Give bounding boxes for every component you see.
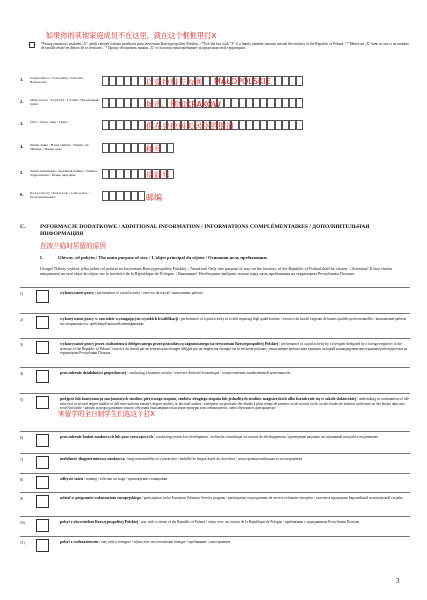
option-checkbox[interactable] — [36, 434, 49, 447]
option-checkbox[interactable] — [36, 341, 49, 354]
option-title: wykonywanie pracy w zawodzie wymagającym wysokich kwalifikacji — [60, 316, 179, 321]
field-overlay-hint: 城市，例如KRAKÓW — [146, 99, 221, 109]
option-number: 5) — [20, 398, 23, 402]
field-overlay-hint: 以克拉科夫为例 — [146, 77, 202, 87]
option-title: odbycie stażu — [60, 476, 83, 481]
section-c-title: INFORMACJE DODATKOWE / ADDITIONAL INFORMATION / INFORMATIONS COMPLÉMENTAIRES / ДОПОЛНИТЕЛЬНАЯ ИНФОРМАЦИЯ — [40, 224, 370, 237]
divider — [20, 473, 410, 474]
option-checkbox[interactable] — [36, 290, 49, 303]
option-checkbox[interactable] — [36, 396, 49, 409]
option-translations: / performance of a paid activity by a foreigner delegated by a foreign employer to the territory of the Republic of Poland / exercice du travail par un ressortissant étranger délégué par un employeur étranger sur le territoire polonais / выполнение работы иностранцем, который командирован иностранным работодателем на территорию Республики Польша — [60, 342, 408, 355]
field-overlay-hint: 你在克拉科夫居住的街道 — [146, 121, 234, 131]
option-text — [60, 457, 410, 462]
option-number: 1) — [20, 292, 23, 296]
option-number: 9) — [20, 497, 23, 501]
field-input-boxes[interactable] — [102, 143, 174, 153]
option-text — [60, 317, 410, 326]
field-number: 6. — [20, 192, 24, 197]
option-checkbox[interactable] — [36, 476, 49, 489]
option-text — [60, 477, 410, 482]
main-purpose-title: Główny cel pobytu / The main purpose of stay / L'objet principal du séjour / Основная цель пребывания: — [58, 255, 268, 260]
option-translations: / stay with a foreigner / séjour avec un ressortissant étranger / пребывание с иностранцем — [98, 540, 231, 544]
option-text — [60, 371, 410, 376]
option-translations: / undertaking or continuation of full-time first or second degree studies or full-time uniform master's degree studies, or doctoral studies / entreprise ou poursuite des études à plein temps de premier ou de second cycle, ou des études de maîtrise uniformes ou des études dans une école doctorale / начало или продолжение очного обучения бакалавриата или магистратуры или специалитета, либо обучение в докторантуре — [60, 397, 410, 410]
field-label: Numer mieszkania / Apartment number / Numéro d'appartement / Номер квартиры — [30, 169, 98, 177]
field-number: 2. — [20, 99, 24, 104]
field-input-boxes[interactable] — [102, 191, 145, 201]
option-number: 6) — [20, 436, 23, 440]
field-label: Województwo / Voivodship / Voïvodie / Воеводство — [30, 76, 85, 84]
field-overlay-hint: 房间号 — [146, 170, 170, 180]
option-title: prowadzenie działalności gospodarczej — [60, 370, 127, 375]
family-outside-checkbox[interactable] — [29, 42, 35, 48]
divider — [20, 431, 410, 432]
divider — [20, 536, 410, 537]
field-number: 4. — [20, 144, 24, 149]
option-number: 7) — [20, 458, 23, 462]
divider — [20, 393, 410, 394]
option-text — [60, 520, 410, 525]
field-overlay-hint: 邮编 — [146, 192, 162, 202]
option-translations: / conducting a business activity / exercice d'activité économique / осуществление хозяйственной деятельности — [126, 371, 291, 375]
family-note-zh: 如果你的其他家庭成员不在这里，就在这个框框里打X — [46, 31, 217, 40]
option-title: pobyt z obywatelem Rzeczypospolitej Polskiej — [60, 519, 139, 524]
field-label: Ulica / Street / Rue / Улица — [30, 120, 68, 124]
option-title: mobilność długoterminowa naukowca — [60, 456, 125, 461]
option-number: 11) — [20, 541, 25, 545]
option-translations: / training / effectuer un stage / прохождение стажировки — [83, 477, 168, 481]
divider — [20, 313, 410, 314]
field-label: Miejscowość / Town/city / Localité / Населенный пункт — [30, 98, 99, 106]
warning-text: Uwaga! Należy wybrać tylko jeden cel pobytu na terytorium Rzeczypospolitej Polskiej. / Attention! Only one purpose of stay on the territory of the Republic of Poland shall be chosen. / Attention! Il faut choisir uniquement un seul objet du séjour sur le territoire de la République de Pologne. / Внимание! Необходимо выбрать только одну цель пребывания на территории Республики Польша. — [40, 266, 393, 277]
option-text — [60, 496, 410, 501]
section-c-letter: C. — [20, 224, 26, 230]
option-number: 2) — [20, 318, 23, 322]
field-overlay-hint: 楼号 — [146, 144, 162, 154]
field-label: Kod pocztowy / Postal code / Code postal / Почтовый индекс — [30, 191, 89, 199]
option-text — [60, 435, 410, 440]
field-number: 5. — [20, 170, 24, 175]
family-note-text: *Proszę zaznaczyć znakiem „X", jeżeli członek rodziny przebywa poza terytorium Rzeczypospolitej Polskiej. / *Tick the box with "X" if a family member remains outside the territory of the Republic of Poland. / * Mettez un „X" dans la case si un membre de famille réside en dehors de ce territoire. / * Прошу обозначить знаком „X" если член семьи пребывает за пределами этой территории. — [41, 42, 409, 51]
option-title: podjęcie lub kontynuacja stacjonarnych studiów pierwszego stopnia, studiów drugiego stopnia lub jednolitych studiów magisterskich albo kształcenie się w szkole doktorskiej — [60, 396, 357, 401]
section-c-overlay: 在波兰临时居留的原因 — [40, 242, 106, 250]
option-title: wykonywanie pracy — [60, 290, 95, 295]
field-label: Numer domu / House number / Numéro du bâtiment / Номер дома — [30, 143, 89, 151]
field-number: 1. — [20, 77, 24, 82]
option-checkbox[interactable] — [36, 495, 49, 508]
option-checkbox[interactable] — [36, 539, 49, 552]
student-overlay: 来留学的全日制学生们选这个打X — [58, 410, 155, 418]
divider — [20, 287, 410, 288]
option-translations: / long-term mobility of a researcher / mobilité de longue durée du chercheur / долгосрочная мобильность исследователя — [124, 457, 302, 461]
option-translations: / performance of a paid activity in a field requiring high qualifications / exercice du travail exigeant de hautes qualités professionnelles / выполнение работы по специальности, требующей высокой квалификации — [60, 317, 407, 326]
option-checkbox[interactable] — [36, 456, 49, 469]
field-number: 3. — [20, 121, 24, 126]
option-translations: / conducting research or development / recherche scientifique ou travaux de développement / проведение научных исследований или работ по развитию — [152, 435, 379, 439]
option-checkbox[interactable] — [36, 370, 49, 383]
divider — [20, 367, 410, 368]
option-title: wykonywanie pracy przez cudzoziemca delegowanego przez pracodawcę zagranicznego na terytorium Rzeczypospolitej Polskiej — [60, 341, 279, 346]
subsection-number: I. — [40, 255, 43, 260]
option-title: prowadzenie badań naukowych lub prac rozwojowych — [60, 434, 153, 439]
option-number: 3) — [20, 343, 23, 347]
option-number: 8) — [20, 478, 23, 482]
option-checkbox[interactable] — [36, 519, 49, 532]
divider — [20, 516, 410, 517]
option-checkbox[interactable] — [36, 316, 49, 329]
option-text — [60, 291, 410, 296]
divider — [20, 338, 410, 339]
divider — [20, 492, 410, 493]
option-text — [60, 342, 410, 356]
option-number: 10) — [20, 521, 25, 525]
page-number: 3 — [396, 577, 400, 585]
option-number: 4) — [20, 372, 23, 376]
field-input-boxes[interactable] — [102, 76, 303, 86]
divider — [20, 453, 410, 454]
option-translations: / participation in the European Voluntary Service program / participation au programme de service volontaire européen / участие в программе Европейской волонтерской службы — [140, 496, 403, 500]
option-title: pobyt z cudzoziemcem — [60, 539, 99, 544]
option-text — [60, 540, 410, 545]
option-translations: / performance of a paid activity / exercice du travail / выполнение работы — [94, 291, 203, 295]
option-title: udział w programie wolontariatu europejskiego — [60, 495, 141, 500]
option-translations: / stay with a citizen of the Republic of Poland / séjour avec un citoyen de la République de Pologne / пребывание с гражданином Республики Польша — [138, 520, 360, 524]
field-value: MAŁOPOLSKIE — [214, 76, 271, 86]
